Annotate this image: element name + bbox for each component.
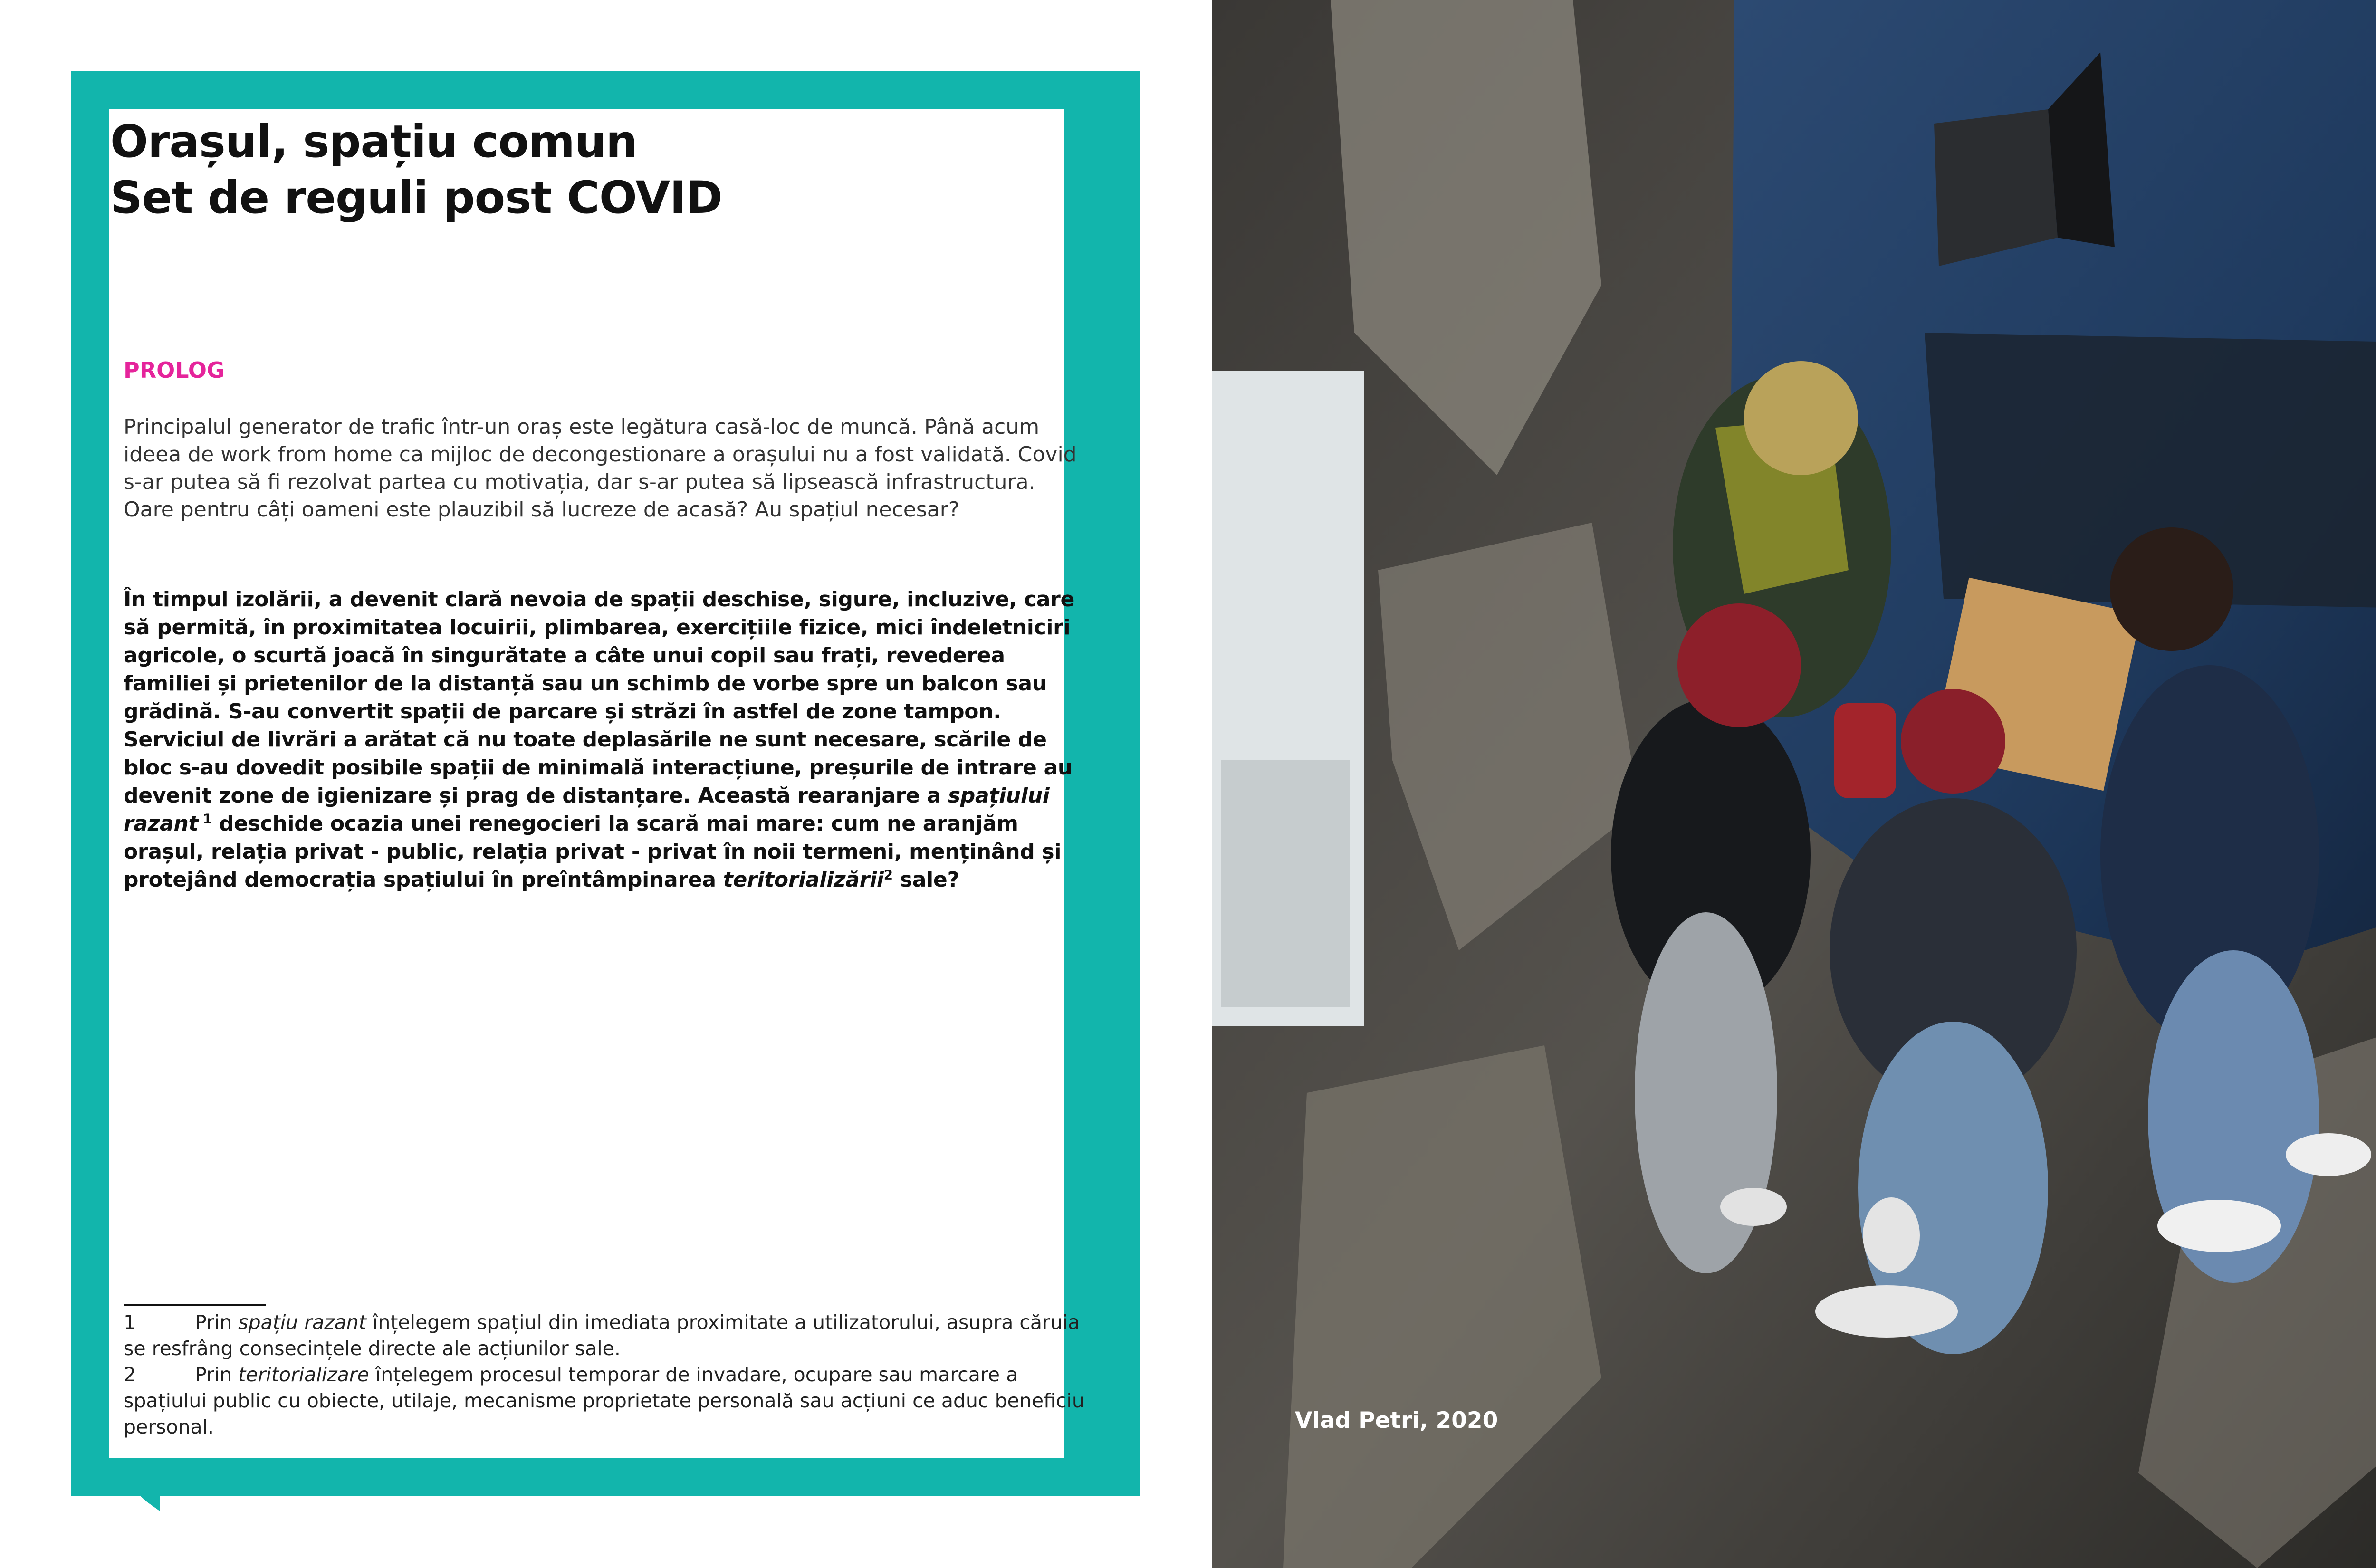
footnote-prefix: Prin (195, 1363, 239, 1386)
car-taillight (1834, 703, 1896, 798)
street-photo (1212, 0, 2376, 1568)
footnote-1 (124, 1310, 1088, 1362)
bold-paragraph-part-3: sale? (892, 868, 959, 892)
head-blond (1744, 361, 1858, 475)
bold-paragraph-part-2: deschide ocazia unei renegocieri la scară mai mare: cum ne aranjăm orașul, relația privat - public, relația privat - privat în noii termeni, menținând și protejând democrația spațiului în preîntâmpinarea (124, 812, 1062, 892)
footnote-number: 1 (124, 1311, 136, 1334)
footnote-ref-2: 2 (883, 867, 893, 883)
footnote-text: înțelegem procesul temporar de invadare, ocupare sau marcare a spațiului public cu obiecte, utilaje, mecanisme proprietate personală sau acțiuni ce aduc beneficiu personal. (124, 1363, 1084, 1438)
sneaker (1720, 1188, 1787, 1226)
red-cap (1677, 603, 1801, 727)
photo-credit: Vlad Petri, 2020 (1295, 1407, 1498, 1434)
sneaker (1815, 1285, 1958, 1338)
photo-illustration (1212, 0, 2376, 1568)
bold-paragraph (124, 585, 1088, 894)
footnote-ref-1: 1 (198, 811, 212, 827)
footnote-term: spațiu razant (238, 1311, 366, 1334)
footnote-divider (124, 1304, 266, 1306)
ac-grille (1221, 760, 1350, 1007)
red-cap (1901, 689, 2005, 794)
intro-paragraph: Principalul generator de trafic într-un oraș este legătura casă-loc de muncă. Până acum ideea de work from home ca mijloc de decongestionare a orașului nu a fost validată. Covid s-ar putea să fi rezolvat partea cu motivația, dar s-ar putea să lipsească infrastructura. Oare pentru câți oameni este plauzibil să lucreze de acasă? Au spațiul necesar? (124, 415, 1077, 522)
footnote-prefix: Prin (195, 1311, 239, 1334)
bold-paragraph-part-1: În timpul izolării, a devenit clară nevoia de spații deschise, sigure, incluzive, care să permită, în proximitatea locuirii, plimbarea, exercițiile fizice, mici îndeletniciri agricole, o scurtă joacă în singurătate a câte unui copil sau frați, revederea familiei și prietenilor de la distanță sau un schimb de vorbe spre un balcon sau grădină. S-au convertit spații de parcare și străzi în astfel de zone tampon. Serviciul de livrări a arătat că nu toate deplasările ne sunt necesare, scările de bloc s-au dovedit posibile spații de minimală interacțiune, preșurile de intrare au devenit zone de igienizare și prag de distanțare. Această rearanjare a (124, 587, 1075, 808)
title-line-2: Set de reguli post COVID (110, 172, 722, 224)
title-line-1: Orașul, spațiu comun (110, 116, 637, 168)
term-spatiu-razant: spațiului razant (124, 784, 1050, 836)
footnote-2 (124, 1362, 1088, 1440)
sneaker (1863, 1197, 1920, 1273)
head-dark-hair (2110, 527, 2233, 651)
term-teritorializare: teritorializării (723, 868, 884, 892)
footnote-term: teritorializare (238, 1363, 369, 1386)
sneaker (2157, 1200, 2281, 1252)
section-label-prolog: PROLOG (124, 357, 225, 383)
footnotes (124, 1310, 1088, 1440)
bookmark-ribbon-icon (139, 1470, 160, 1511)
footnote-text: înțelegem spațiul din imediata proximitate a utilizatorului, asupra căruia se resfrâng consecințele directe ale acțiunilor sale. (124, 1311, 1080, 1360)
footnote-number: 2 (124, 1363, 136, 1386)
page-title (110, 114, 722, 226)
sneaker (2286, 1133, 2371, 1176)
